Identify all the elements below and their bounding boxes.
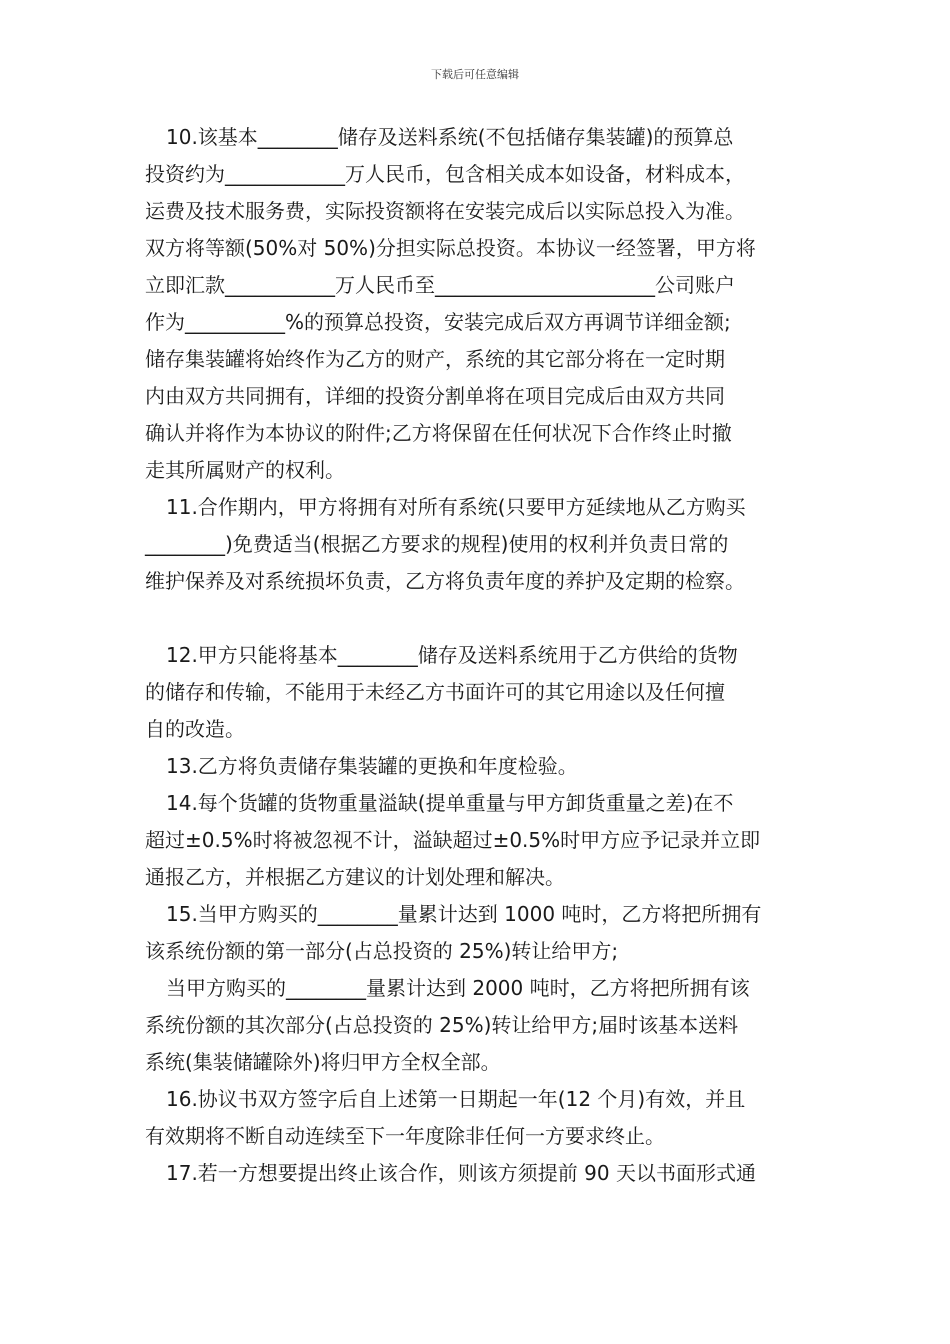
text-line: 确认并将作为本协议的附件;乙方将保留在任何状况下合作终止时撤 [145, 421, 732, 445]
text-line: 运费及技术服务费，实际投资额将在安装完成后以实际总投入为准。 [145, 199, 745, 223]
text-line: 当甲方购买的________量累计达到 2000 吨时，乙方将把所拥有该 [166, 976, 750, 1000]
text-line: ________)免费适当(根据乙方要求的规程)使用的权利并负责日常的 [145, 532, 729, 556]
text-line: 超过±0.5%时将被忽视不计，溢缺超过±0.5%时甲方应予记录并立即 [145, 828, 761, 852]
text-line: 系统份额的其次部分(占总投资的 25%)转让给甲方;届时该基本送料 [145, 1013, 739, 1037]
text-line: 通报乙方，并根据乙方建议的计划处理和解决。 [145, 865, 565, 889]
text-line: 自的改造。 [145, 717, 245, 741]
text-line: 维护保养及对系统损坏负责，乙方将负责年度的养护及定期的检察。 [145, 569, 745, 593]
page-header: 下载后可任意编辑 [431, 68, 519, 81]
text-line: 储存集装罐将始终作为乙方的财产，系统的其它部分将在一定时期 [145, 347, 725, 371]
text-line: 走其所属财产的权利。 [145, 458, 345, 482]
text-line: 10.该基本________储存及送料系统(不包括储存集装罐)的预算总 [166, 125, 734, 149]
text-line: 16.协议书双方签字后自上述第一日期起一年(12 个月)有效，并且 [166, 1087, 746, 1111]
text-line: 投资约为____________万人民币，包含相关成本如设备，材料成本， [145, 162, 745, 186]
text-line: 有效期将不断自动连续至下一年度除非任何一方要求终止。 [145, 1124, 665, 1148]
text-line: 该系统份额的第一部分(占总投资的 25%)转让给甲方; [145, 939, 619, 963]
text-line: 15.当甲方购买的________量累计达到 1000 吨时，乙方将把所拥有 [166, 902, 762, 926]
text-line: 12.甲方只能将基本________储存及送料系统用于乙方供给的货物 [166, 643, 738, 667]
text-line: 内由双方共同拥有，详细的投资分割单将在项目完成后由双方共同 [145, 384, 725, 408]
text-line: 11.合作期内，甲方将拥有对所有系统(只要甲方延续地从乙方购买 [166, 495, 746, 519]
text-line: 立即汇款___________万人民币至______________________公司账户 [145, 273, 735, 297]
text-line: 13.乙方将负责储存集装罐的更换和年度检验。 [166, 754, 578, 778]
text-line: 双方将等额(50%对 50%)分担实际总投资。本协议一经签署，甲方将 [145, 236, 756, 260]
text-line: 17.若一方想要提出终止该合作，则该方须提前 90 天以书面形式通 [166, 1161, 756, 1185]
text-line: 系统(集装储罐除外)将归甲方全权全部。 [145, 1050, 501, 1074]
text-line: 的储存和传输，不能用于未经乙方书面许可的其它用途以及任何擅 [145, 680, 725, 704]
text-line: 作为__________%的预算总投资，安装完成后双方再调节详细金额; [145, 310, 731, 334]
text-line: 14.每个货罐的货物重量溢缺(提单重量与甲方卸货重量之差)在不 [166, 791, 734, 815]
